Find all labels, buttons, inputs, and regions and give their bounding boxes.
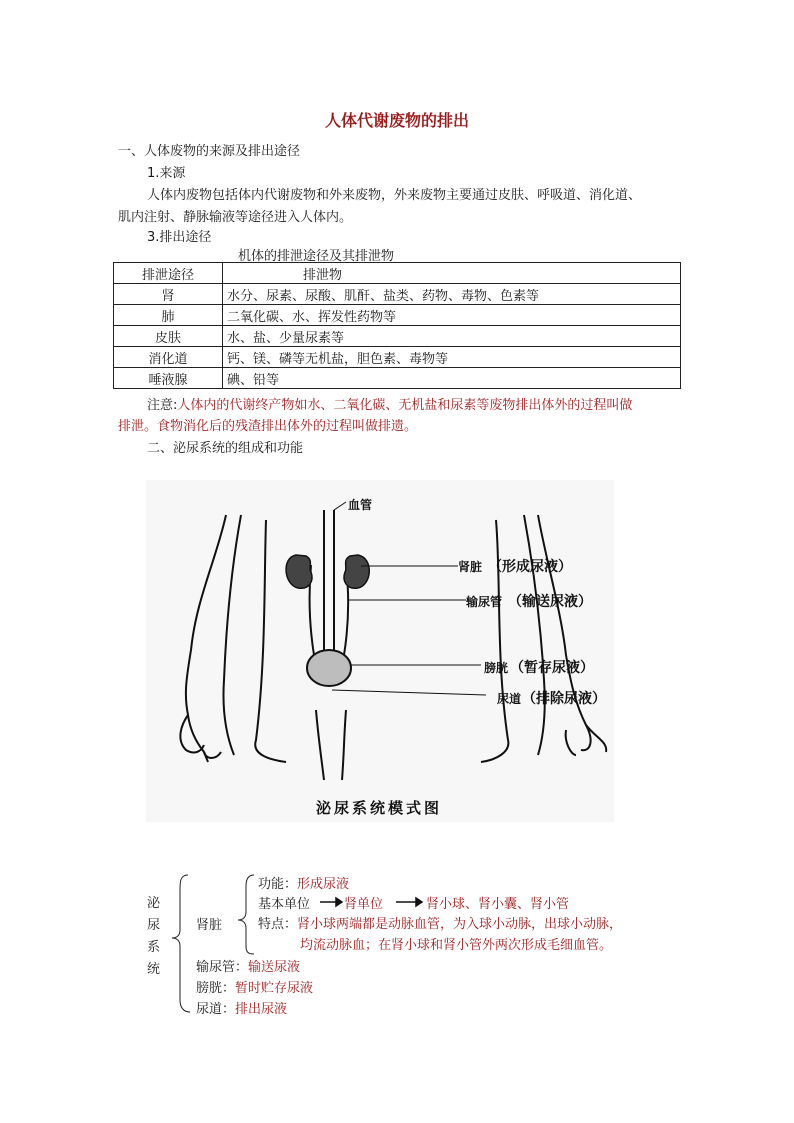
- label-vessel: 血管: [348, 498, 373, 512]
- table-header-row: [114, 263, 681, 284]
- source-paragraph-line1: [147, 184, 641, 203]
- leader-urethra: [332, 690, 486, 695]
- urethra-value: 排出尿液: [235, 1002, 288, 1017]
- bladder-row: [196, 977, 313, 996]
- system-char: 统: [147, 962, 161, 977]
- section2-heading: 二、泌尿系统的组成和功能: [147, 441, 304, 456]
- right-hand: [566, 725, 591, 755]
- function-bladder: （暂存尿液）: [510, 660, 594, 676]
- table-cell-route: 肾: [114, 284, 223, 305]
- table-row: [114, 284, 681, 305]
- table-row: [114, 326, 681, 347]
- source-paragraph-line2: 肌内注射、静脉输液等途径进入人体内。: [118, 210, 353, 225]
- function-urethra: （排除尿液）: [522, 691, 606, 707]
- urethra-row: [196, 998, 287, 1017]
- note-line1: [147, 394, 632, 413]
- feature-line2: 均流动脉血；在肾小球和肾小管外两次形成毛细血管。: [300, 938, 613, 953]
- leg-inner-right: [342, 710, 346, 780]
- table-row: [114, 347, 681, 368]
- ureter-value: 输送尿液: [248, 960, 301, 975]
- right-arm-inner: [524, 515, 545, 755]
- kidney-function-row: [258, 873, 349, 892]
- leader-vessel: [334, 502, 346, 510]
- paragraph-text: 人体内废物包括体内代谢废物和外来废物，外来废物主要通过皮肤、呼吸道、消化道、: [147, 188, 642, 203]
- bladder-value: 暂时贮存尿液: [235, 981, 314, 996]
- table-cell-excreta: 水分、尿素、尿酸、肌酐、盐类、药物、毒物、色素等: [223, 284, 681, 305]
- unit-label: 基本单位: [258, 897, 311, 912]
- note-label: 注意:: [147, 398, 178, 413]
- label-kidney: 肾脏: [458, 560, 483, 574]
- table-cell-excreta: 钙、镁、磷等无机盐，胆色素、毒物等: [223, 347, 681, 368]
- excretion-table: [113, 262, 681, 389]
- urethra-label: 尿道：: [196, 1002, 236, 1017]
- system-char: 尿: [147, 918, 161, 933]
- function-value: 形成尿液: [297, 877, 350, 892]
- unit-value: 肾单位: [344, 897, 384, 912]
- ureter-row: [196, 956, 300, 975]
- leg-inner-left: [316, 710, 324, 780]
- table-cell-route: 肺: [114, 305, 223, 326]
- system-char: 系: [147, 940, 161, 955]
- function-ureter: （输送尿液）: [508, 594, 592, 610]
- urinary-system-diagram: [146, 480, 614, 822]
- note-line2: 排泄。食物消化后的残渣排出体外的过程叫做排遗。: [118, 419, 418, 434]
- ureter-label: 输尿管：: [196, 960, 249, 975]
- figure-caption: 泌尿系统模式图: [316, 799, 443, 817]
- table-cell-excreta: 碘、铅等: [223, 368, 681, 389]
- label-ureter: 输尿管: [466, 595, 503, 609]
- arrowhead-icon: [336, 898, 342, 906]
- label-bladder: 膀胱: [484, 661, 509, 675]
- bladder-label: 膀胱：: [196, 981, 236, 996]
- arrowhead-icon: [416, 898, 422, 906]
- table-cell-excreta: 水、盐、少量尿素等: [223, 326, 681, 347]
- kidney-left: [286, 555, 312, 588]
- kidney-right: [344, 555, 369, 588]
- table-header-cell: 排泄物: [223, 263, 681, 284]
- table-cell-excreta: 二氧化碳、水、挥发性药物等: [223, 305, 681, 326]
- feature-line1: 肾小球两端都是动脉血管，为入球小动脉，出球小动脉，: [297, 917, 623, 932]
- table-caption: 机体的排泄途径及其排泄物: [238, 249, 395, 264]
- section1-heading: 一、人体废物的来源及排出途径: [118, 144, 301, 159]
- table-cell-route: 唾液腺: [114, 368, 223, 389]
- subheading-route: 3.排出途径: [147, 230, 212, 245]
- table-row: [114, 368, 681, 389]
- feature-label: 特点：: [258, 917, 298, 932]
- left-waist: [255, 520, 286, 762]
- function-kidney: （形成尿液）: [488, 559, 572, 575]
- left-arm-inner: [223, 515, 241, 755]
- body-outline-right: [538, 515, 606, 752]
- body-outline-left: [186, 515, 226, 762]
- bladder-shape: [307, 650, 351, 686]
- table-row: [114, 305, 681, 326]
- table-header-cell: 排泄途径: [114, 263, 223, 284]
- function-label: 功能：: [258, 877, 298, 892]
- system-char: 泌: [147, 896, 161, 911]
- subheading-source: 1.来源: [147, 166, 186, 181]
- left-hand: [180, 715, 221, 758]
- outer-brace: [172, 875, 190, 1012]
- note-text: 人体内的代谢终产物如水、二氧化碳、无机盐和尿素等废物排出体外的过程叫做: [177, 398, 633, 413]
- inner-brace: [238, 875, 254, 954]
- page-title: 人体代谢废物的排出: [324, 111, 469, 130]
- table-cell-route: 皮肤: [114, 326, 223, 347]
- kidney-node: 肾脏: [196, 918, 223, 933]
- table-cell-route: 消化道: [114, 347, 223, 368]
- label-urethra: 尿道: [497, 692, 522, 706]
- unit-parts: 肾小球、肾小囊、肾小管: [426, 897, 570, 912]
- feature-row: [258, 913, 622, 932]
